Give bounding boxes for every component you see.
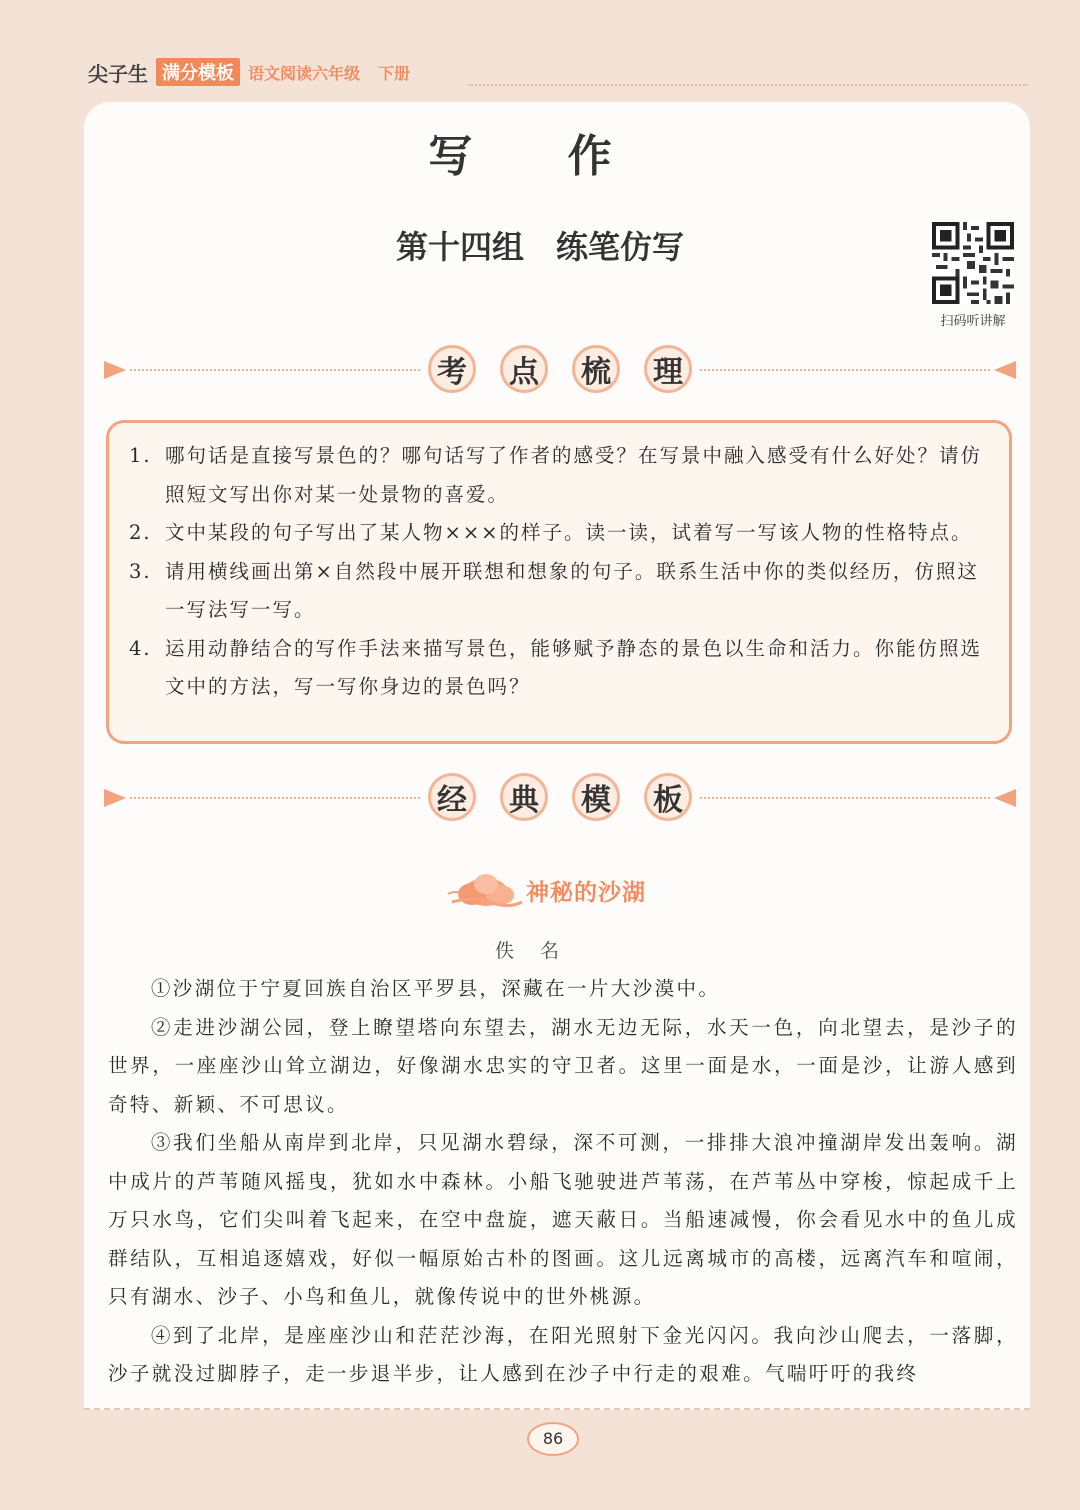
page-title: 写 作: [428, 131, 652, 182]
qr-caption: 扫码听讲解: [940, 314, 1006, 329]
list-item: [129, 514, 989, 553]
item-text: 文中某段的句子写出了某人物×××的样子。读一读，试着写一写该人物的性格特点。: [165, 521, 973, 544]
arrow-right-icon: [994, 789, 1016, 807]
header: [88, 58, 410, 86]
dotted-divider: [700, 797, 990, 799]
item-number: 2.: [129, 521, 152, 544]
item-number: 3.: [129, 559, 152, 583]
key-points-box: [106, 420, 1012, 744]
section-header-templates: [104, 768, 1016, 828]
page-number: 86: [527, 1422, 579, 1456]
article-author: 佚名: [494, 940, 585, 962]
item-number: 1.: [129, 444, 152, 467]
paragraph: ③我们坐船从南岸到北岸，只见湖水碧绿，深不可测，一排排大浪冲撞湖岸发出轰响。湖中成片的芦苇随风摇曳，犹如水中森林。小船飞驰驶进芦苇荡，在芦苇丛中穿梭，惊起成千上万只水鸟，它们尖叫着飞起来，在空中盘旋，遮天蔽日。当船速减慢，你会看见水中的鱼儿成群结队，互相追逐嬉戏，好似一幅原始古朴的图画。这儿远离城市的高楼，远离汽车和喧闹，只有湖水、沙子、小鸟和鱼儿，就像传说中的世外桃源。: [108, 1131, 1018, 1308]
item-text: 运用动静结合的写作手法来描写景色，能够赋予静态的景色以生命和活力。你能仿照选文中的方法，写一写你身边的景色吗？: [165, 636, 983, 698]
arrow-left-icon: [104, 361, 126, 379]
section-char: 考: [428, 345, 476, 393]
section-char: 理: [644, 345, 692, 393]
list-item: [129, 630, 989, 707]
section-char: 点: [500, 345, 548, 393]
section-char: 典: [500, 773, 548, 821]
section-header-points: [104, 340, 1016, 400]
dotted-divider: [700, 369, 990, 371]
series-badge: 满分模板: [156, 58, 240, 86]
qr-code-icon[interactable]: [932, 222, 1014, 304]
list-item: [129, 437, 989, 514]
arrow-right-icon: [994, 361, 1016, 379]
item-number: 4.: [129, 636, 152, 660]
book-title: 语文阅读六年级: [248, 63, 361, 83]
volume-label: 下册: [378, 63, 411, 83]
article-body: [108, 970, 1018, 1394]
dotted-divider: [130, 797, 420, 799]
list-item: [129, 553, 989, 630]
group-title: 第十四组 练笔仿写: [395, 228, 684, 266]
arrow-left-icon: [104, 789, 126, 807]
section-char: 模: [572, 773, 620, 821]
dotted-divider: [130, 369, 420, 371]
paragraph: ②走进沙湖公园，登上瞭望塔向东望去，湖水无边无际，水天一色，向北望去，是沙子的世界，一座座沙山耸立湖边，好像湖水忠实的守卫者。这里一面是水，一面是沙，让游人感到奇特、新颖、不可思议。: [108, 1015, 1018, 1116]
item-text: 请用横线画出第×自然段中展开联想和想象的句子。联系生活中你的类似经历，仿照这一写法写一写。: [165, 559, 979, 621]
article-title: 神秘的沙湖: [526, 879, 646, 906]
header-divider: [468, 84, 1028, 86]
brand-name: 尖子生: [88, 61, 148, 86]
item-text: 哪句话是直接写景色的？哪句话写了作者的感受？在写景中融入感受有什么好处？请仿照短文写出你对某一处景物的喜爱。: [165, 444, 983, 506]
paragraph: ④到了北岸，是座座沙山和茫茫沙海，在阳光照射下金光闪闪。我向沙山爬去，一落脚，沙子就没过脚脖子，走一步退半步，让人感到在沙子中行走的艰难。气喘吁吁的我终: [108, 1323, 1018, 1385]
paragraph: ①沙湖位于宁夏回族自治区平罗县，深藏在一片大沙漠中。: [150, 977, 721, 1000]
section-char: 梳: [572, 345, 620, 393]
article-title-row: [446, 868, 646, 912]
section-char: 经: [428, 773, 476, 821]
section-char: 板: [644, 773, 692, 821]
cloud-icon: [446, 868, 524, 912]
